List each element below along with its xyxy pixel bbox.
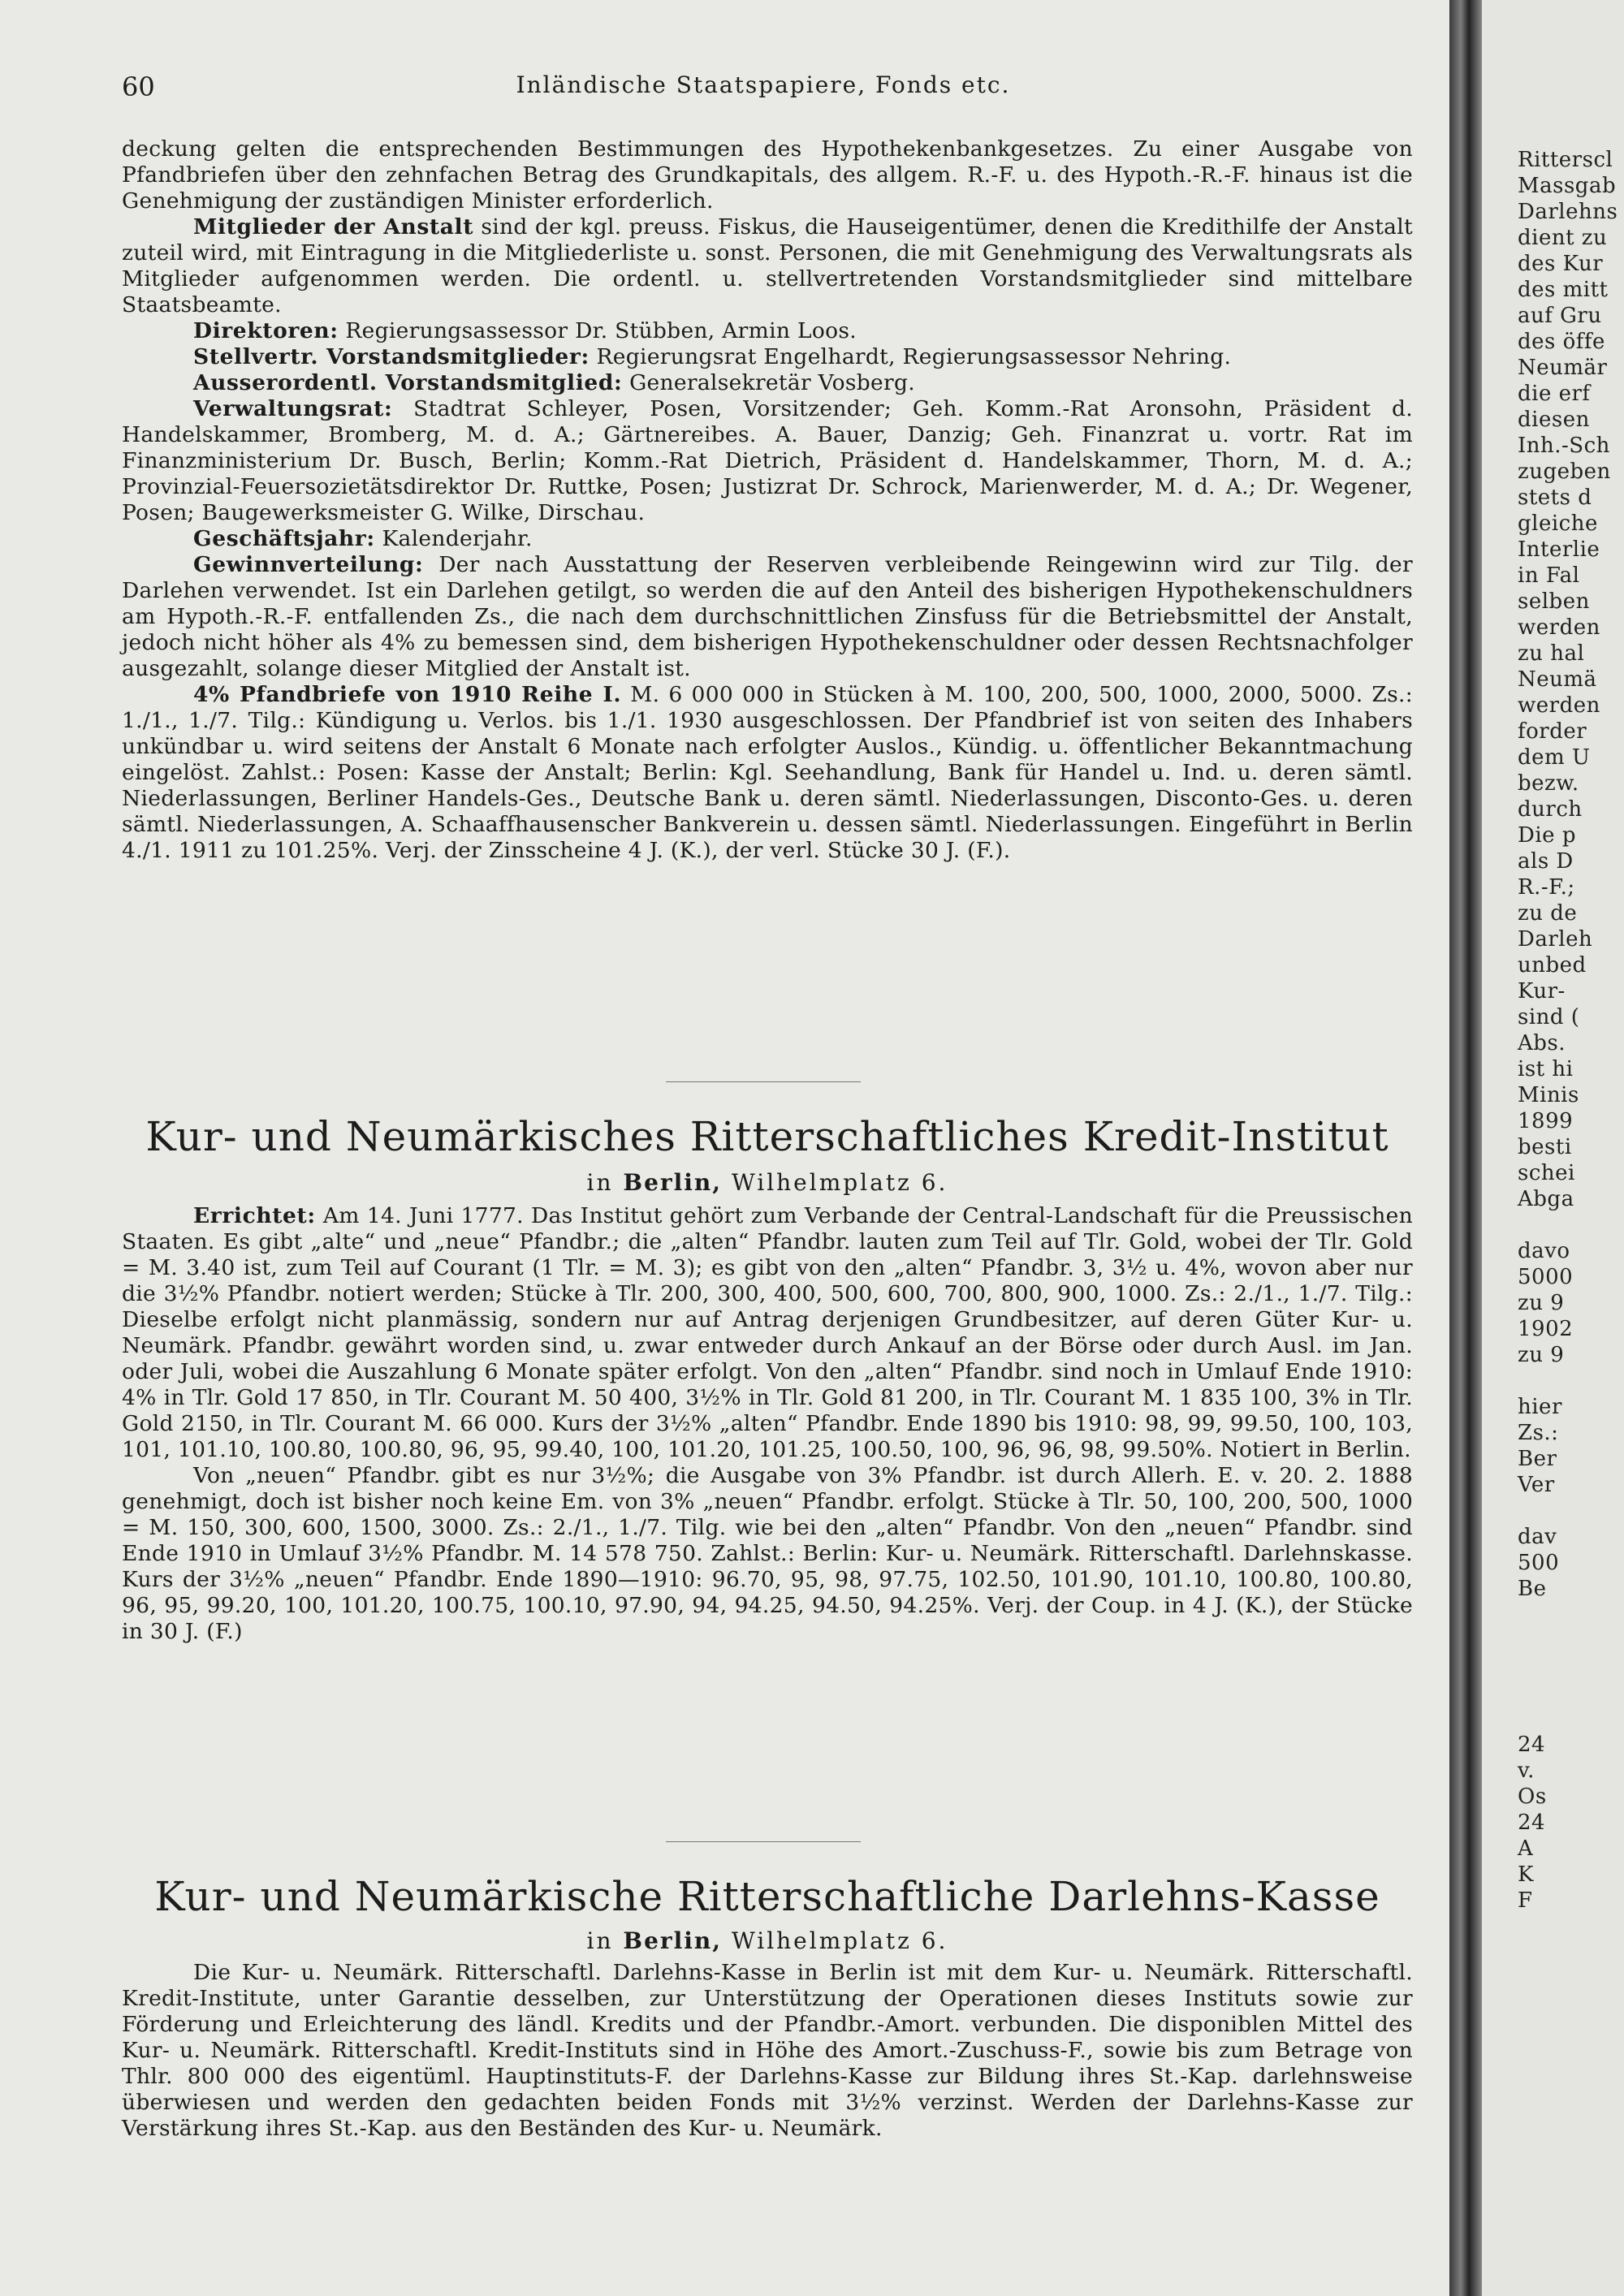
direktoren-label: Direktoren: xyxy=(193,318,339,343)
facing-page-line: Neumär xyxy=(1518,356,1608,380)
section-2-location xyxy=(114,1169,1421,1197)
facing-page-line: F xyxy=(1518,1888,1533,1913)
facing-page-line: Neumä xyxy=(1518,667,1597,692)
facing-page-line: Minis xyxy=(1518,1083,1579,1107)
facing-page-line: 24 xyxy=(1518,1810,1546,1835)
section-2-city: Berlin, xyxy=(623,1169,723,1196)
facing-page-line: K xyxy=(1518,1862,1534,1887)
facing-page-line: des Kur xyxy=(1518,252,1604,276)
running-title: Inländische Staatspapiere, Fonds etc. xyxy=(516,71,1011,98)
section-2-body xyxy=(122,1203,1413,1645)
geschaeftsjahr-label: Geschäftsjahr: xyxy=(193,526,375,551)
pfandbriefe-paragraph xyxy=(122,682,1413,864)
pfandbriefe-text: M. 6 000 000 in Stücken à M. 100, 200, 500, 1000, 2000, 5000. Zs.: 1./1., 1./7. Tilg.: Kündigung u. Verlos. bis 1./1. 1930 ausgeschlossen. Der Pfandbrief ist von seiten des Inhabers unkündbar u. wird seitens der Anstalt 6 Monate nach erfolgter Auslos., Kündig. u. öffentlicher Bekanntmachung eingelöst. Zahlst.: Posen: Kasse der Anstalt; Berlin: Kgl. Seehandlung, Bank für Handel u. Ind. u. deren sämtl. Niederlassungen, Berliner Handels-Ges., Deutsche Bank u. deren sämtl. Niederlassungen, Disconto-Ges. u. deren sämtl. Niederlassungen, A. Schaaffhausenscher Bankverein u. dessen sämtl. Niederlassungen. Eingeführt in Berlin 4./1. 1911 zu 101.25%. Verj. der Zinsscheine 4 J. (K.), der verl. Stücke 30 J. (F.). xyxy=(122,682,1413,863)
facing-page-line: 1902 xyxy=(1518,1317,1574,1341)
facing-page-line: 24 xyxy=(1518,1733,1546,1757)
gewinn-paragraph xyxy=(122,552,1413,682)
facing-page-line: zu de xyxy=(1518,901,1578,926)
geschaeftsjahr-paragraph xyxy=(122,526,1413,552)
facing-page-line: Be xyxy=(1518,1577,1547,1601)
section-3-city: Berlin, xyxy=(623,1927,723,1954)
section-divider-2 xyxy=(666,1841,861,1842)
ausserord-text: Generalsekretär Vosberg. xyxy=(622,370,915,395)
facing-page-line: zu 9 xyxy=(1518,1343,1565,1367)
neue-pfandbr-paragraph: Von „neuen“ Pfandbr. gibt es nur 3½%; die Ausgabe von 3% Pfandbr. ist durch Allerh. E. v. 20. 2. 1888 genehmigt, doch ist bisher noch keine Em. von 3% „neuen“ Pfandbr. erfolgt. Stücke à Tlr. 50, 100, 200, 500, 1000 = M. 150, 300, 600, 1500, 3000. Zs.: 2./1., 1./7. Tilg. wie bei den „alten“ Pfandbr. Von den „neuen“ Pfandbr. sind Ende 1910 in Umlauf 3½% Pfandbr. M. 14 578 750. Zahlst.: Berlin: Kur- u. Neumärk. Ritterschaftl. Darlehnskasse. Kurs der 3½% „neuen“ Pfandbr. Ende 1890—1910: 96.70, 95, 98, 97.75, 102.50, 101.90, 101.10, 100.80, 100.80, 96, 95, 99.20, 100, 101.20, 100.75, 100.10, 97.90, 94, 94.25, 94.50, 94.25%. Verj. der Coup. in 4 J. (K.), der Stücke in 30 J. (F.) xyxy=(122,1463,1413,1644)
facing-page-line: werden xyxy=(1518,693,1600,718)
section-3-title: Kur- und Neumärkische Ritterschaftliche Darlehns-Kasse xyxy=(154,1873,1380,1920)
gewinn-label: Gewinnverteilung: xyxy=(193,552,424,577)
facing-page-line: Kur- xyxy=(1518,979,1566,1003)
facing-page-line: davo xyxy=(1518,1239,1570,1263)
gewinn-text: Der nach Ausstattung der Reserven verbleibende Reingewinn wird zur Tilg. der Darlehen verwendet. Ist ein Darlehen getilgt, so werden die auf den Anteil des bisherigen Hypothekenschuldners am Hypoth.-R.-F. entfallenden Zs., die nach dem durchschnittlichen Zinsfuss für die Betriebsmittel der Anstalt, jedoch nicht höher als 4% zu bemessen sind, dem bisherigen Hypothekenschuldner oder dessen Rechtsnachfolger ausgezahlt, solange dieser Mitglied der Anstalt ist. xyxy=(122,552,1413,681)
facing-page-line: selben xyxy=(1518,589,1590,614)
facing-page-line: des öffe xyxy=(1518,330,1605,354)
facing-page-line: Interlie xyxy=(1518,537,1600,562)
section-2-address: Wilhelmplatz 6. xyxy=(722,1169,948,1196)
stellvertr-text: Regierungsrat Engelhardt, Regierungsassessor Nehring. xyxy=(589,344,1232,369)
facing-page-line: Massgab xyxy=(1518,174,1617,198)
running-header xyxy=(114,71,1413,104)
section-2-title: Kur- und Neumärkisches Ritterschaftliches Kredit-Institut xyxy=(145,1113,1389,1160)
facing-page-line: Zs.: xyxy=(1518,1421,1559,1445)
facing-page-line: v. xyxy=(1518,1759,1535,1783)
facing-page-line: Inh.-Sch xyxy=(1518,434,1610,458)
intro-paragraph: deckung gelten die entsprechenden Bestimmungen des Hypothekenbankgesetzes. Zu einer Ausgabe von Pfandbriefen über den zehnfachen Betrag des Grundkapitals, des allgem. R.-F. u. des Hypoth.-R.-F. hinaus ist die Genehmigung der zuständigen Minister erforderlich. xyxy=(122,136,1413,214)
section-1-body xyxy=(122,136,1413,864)
facing-page-line: ist hi xyxy=(1518,1057,1574,1081)
section-3-body xyxy=(122,1960,1413,2142)
ausserord-label: Ausserordentl. Vorstandsmitglied: xyxy=(193,370,623,395)
facing-page-line: Darlehns xyxy=(1518,200,1618,224)
facing-page-line: R.-F.; xyxy=(1518,875,1575,900)
facing-page-line: dient zu xyxy=(1518,226,1608,250)
section-3-location xyxy=(114,1927,1421,1955)
page-number: 60 xyxy=(122,71,155,102)
facing-page-line: besti xyxy=(1518,1135,1572,1159)
facing-page-line: unbed xyxy=(1518,953,1587,978)
facing-page-line: A xyxy=(1518,1836,1534,1861)
facing-page-line: Darleh xyxy=(1518,927,1593,952)
facing-page-line: zu hal xyxy=(1518,641,1585,666)
facing-page-line: hier xyxy=(1518,1395,1562,1419)
pfandbriefe-label: 4% Pfandbriefe von 1910 Reihe I. xyxy=(193,682,622,707)
facing-page-line: 1899 xyxy=(1518,1109,1574,1133)
direktoren-paragraph xyxy=(122,318,1413,344)
facing-page-line: Os xyxy=(1518,1785,1547,1809)
facing-page-line: bezw. xyxy=(1518,771,1579,796)
facing-page-line: Die p xyxy=(1518,823,1576,848)
facing-page-fragment xyxy=(1482,0,1624,2296)
stellvertr-paragraph xyxy=(122,344,1413,370)
darlehns-kasse-paragraph: Die Kur- u. Neumärk. Ritterschaftl. Darlehns-Kasse in Berlin ist mit dem Kur- u. Neumärk. Ritterschaftl. Kredit-Institute, unter Garantie desselben, zur Unterstützung der Operationen dieses Instituts sowie zur Förderung und Erleichterung des ländl. Kredits und der Pfandbr.-Amort. verbunden. Die disponiblen Mittel des Kur- u. Neumärk. Ritterschaftl. Kredit-Instituts sind in Höhe des Amort.-Zuschuss-F., sowie bis zum Betrage von Thlr. 800 000 des eigentüml. Hauptinstituts-F. der Darlehns-Kasse zur Bildung ihres St.-Kap. darlehnsweise überwiesen und werden den gedachten beiden Fonds mit 3½% verzinst. Werden der Darlehns-Kasse zur Verstärkung ihres St.-Kap. aus den Beständen des Kur- u. Neumärk. xyxy=(122,1960,1413,2141)
facing-page-line: Ver xyxy=(1518,1473,1555,1497)
facing-page-line: 5000 xyxy=(1518,1265,1574,1289)
facing-page-line: durch xyxy=(1518,797,1583,822)
book-gutter xyxy=(1449,0,1482,2296)
facing-page-line: schei xyxy=(1518,1161,1575,1185)
ausserord-paragraph xyxy=(122,370,1413,396)
section-divider-1 xyxy=(666,1081,861,1082)
facing-page-line: diesen xyxy=(1518,408,1590,432)
facing-page-line: werden xyxy=(1518,615,1600,640)
errichtet-paragraph xyxy=(122,1203,1413,1463)
facing-page-line: des mitt xyxy=(1518,278,1609,302)
facing-page-line: forder xyxy=(1518,719,1587,744)
section-2-location-prefix: in xyxy=(586,1169,624,1196)
facing-page-line: auf Gru xyxy=(1518,304,1602,328)
facing-page-line: stets d xyxy=(1518,486,1592,510)
facing-page-line: zu 9 xyxy=(1518,1291,1565,1315)
section-3-address: Wilhelmplatz 6. xyxy=(722,1927,948,1954)
facing-page-line: zugeben xyxy=(1518,460,1611,484)
direktoren-text: Regierungsassessor Dr. Stübben, Armin Loos. xyxy=(338,318,857,343)
errichtet-text: Am 14. Juni 1777. Das Institut gehört zum Verbande der Central-Landschaft für die Preussischen Staaten. Es gibt „alte“ und „neue“ Pfandbr.; die „alten“ Pfandbr. lauten zum Teil auf Tlr. Gold, wobei der Tlr. Gold = M. 3.40 ist, zum Teil auf Courant (1 Tlr. = M. 3); es gibt von den „alten“ Pfandbr. 3, 3½ u. 4%, wovon aber nur die 3½% Pfandbr. notiert werden; Stücke à Tlr. 200, 300, 400, 500, 600, 700, 800, 900, 1000. Zs.: 2./1., 1./7. Tilg.: Dieselbe erfolgt nicht planmässig, sondern nur auf Antrag derjenigen Grundbesitzer, auf deren Güter Kur- u. Neumärk. Pfandbr. gewährt worden sind, u. zwar entweder durch Ankauf an der Börse oder durch Ausl. im Jan. oder Juli, wobei die Auszahlung 6 Monate später erfolgt. Von den „alten“ Pfandbr. sind noch in Umlauf Ende 1910: 4% in Tlr. Gold 17 850, in Tlr. Courant M. 50 400, 3½% in Tlr. Gold 81 200, in Tlr. Courant M. 1 835 100, 3% in Tlr. Gold 2150, in Tlr. Courant M. 66 000. Kurs der 3½% „alten“ Pfandbr. Ende 1890 bis 1910: 98, 99, 99.50, 100, 103, 101, 101.10, 100.80, 100.80, 96, 95, 99.40, 100, 101.20, 101.25, 100.50, 100, 96, 96, 98, 99.50%. Notiert in Berlin. xyxy=(122,1203,1413,1462)
mitglieder-label: Mitglieder der Anstalt xyxy=(193,214,474,240)
facing-page-line: Abs. xyxy=(1518,1031,1566,1055)
facing-page-line: sind ( xyxy=(1518,1005,1580,1029)
section-3-location-prefix: in xyxy=(586,1927,624,1954)
facing-page-line: gleiche xyxy=(1518,511,1598,536)
mitglieder-paragraph xyxy=(122,214,1413,318)
facing-page-line: dem U xyxy=(1518,745,1591,770)
verwaltungsrat-text: Stadtrat Schleyer, Posen, Vorsitzender; Geh. Komm.-Rat Aronsohn, Präsident d. Handelskammer, Bromberg, M. d. A.; Gärtnereibes. A. Bauer, Danzig; Geh. Finanzrat u. vortr. Rat im Finanzministerium Dr. Busch, Berlin; Komm.-Rat Dietrich, Präsident d. Handelskammer, Thorn, M. d. A.; Provinzial-Feuersozietätsdirektor Dr. Ruttke, Posen; Justizrat Dr. Schrock, Marienwerder, M. d. A.; Dr. Wegener, Posen; Baugewerksmeister G. Wilke, Dirschau. xyxy=(122,396,1413,525)
facing-page-line: Ritterscl xyxy=(1518,148,1613,172)
facing-page-line: als D xyxy=(1518,849,1574,874)
facing-page-line: in Fal xyxy=(1518,563,1580,588)
verwaltungsrat-paragraph xyxy=(122,396,1413,526)
facing-page-line: Abga xyxy=(1518,1187,1574,1211)
stellvertr-label: Stellvertr. Vorstandsmitglieder: xyxy=(193,344,590,369)
mitglieder-text: sind der kgl. preuss. Fiskus, die Hauseigentümer, denen die Kredithilfe der Anstalt zuteil wird, mit Eintragung in die Mitgliederliste u. sonst. Personen, die mit Genehmigung des Verwaltungsrats als Mitglieder aufgenommen werden. Die ordentl. u. stellvertretenden Vorstandsmitglieder sind mittelbare Staatsbeamte. xyxy=(122,214,1414,317)
errichtet-label: Errichtet: xyxy=(193,1203,316,1228)
facing-page-line: die erf xyxy=(1518,382,1591,406)
facing-page-line: dav xyxy=(1518,1525,1557,1549)
facing-page-line: 500 xyxy=(1518,1551,1560,1575)
verwaltungsrat-label: Verwaltungsrat: xyxy=(193,396,393,421)
facing-page-line: Ber xyxy=(1518,1447,1557,1471)
geschaeftsjahr-text: Kalenderjahr. xyxy=(374,526,533,551)
